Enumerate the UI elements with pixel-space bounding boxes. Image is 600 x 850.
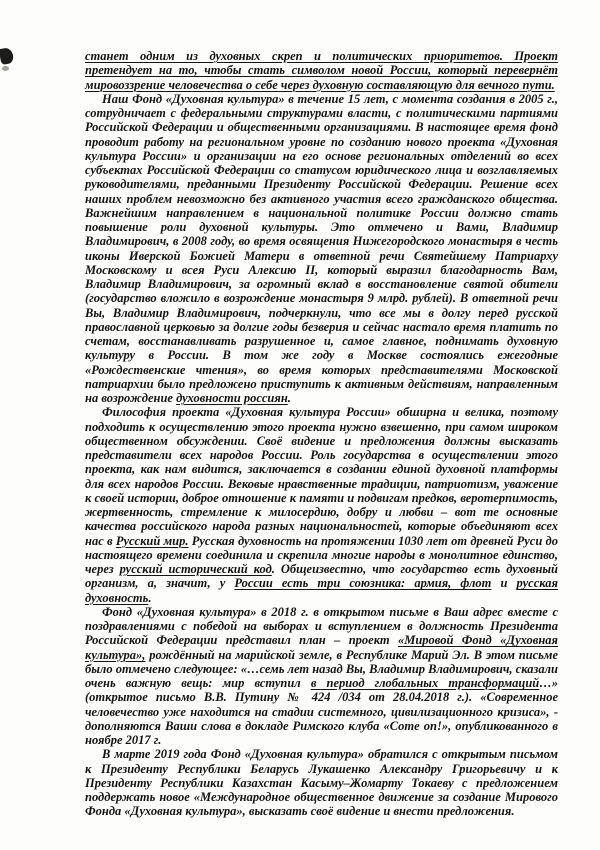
text-run: Наш Фонд «Духовная культура» в течение 15 лет, с момента создания в 2005 г., сотрудничает с федеральными структурами власти, с политическими партиями Российской Федерации и общественными организациями. В настоящее время фонд проводит работу на региональном уровне по созданию нового проекта «Духовная культура России» и организации на его основе региональных отделений во всех субъектах Российской Федерации со статусом юридического лица и возглавляемых руководителями, преданными Президенту Российской Федерации. Решение всех наших проблем невозможно без активного участия всего гражданского общества. Важнейшим направлением в национальной политике России должно стать повышение роли духовной культуры. Это отмечено и Вами, Владимир Владимирович, в 2008 году, во время освящения Нижегородского монастыря в честь иконы Иверской Божией Матери в ответной речи Святейшему Патриарху Московскому и всея Руси Алексию II, который выразил благодарность Вам, Владимир Владимирович, за огромный вклад в восстановление святой обители (государство вложило в возрождение монастыря 9 млрд. рублей). В ответной речи Вы, Владимир Владимирович, подчеркнули, что все мы в долгу перед русской православной церковью за долгие годы безверия и сейчас настало время платить по счетам, восстанавливать разрушенное и, самое главное, поднимать духовную культуру в России. В том же году в Москве состоялись ежегодные «Рождественские чтения», во время которых представителями Московской патриархии было предложено приступить к активным действиям, направленным на возрождение — [85, 91, 558, 405]
text-run: В марте 2019 года Фонд «Духовная культура» обратился с открытым письмом к Президенту Республики Беларусь Лукашенко Александру Григорьевичу и к Президенту Республики Казахстан Касыму–Жомарту Токаеву с предложением поддержать новое «Международное общественное движение за создание Мирового Фонда «Духовная культура», высказать своё видение и внести предложения. — [85, 747, 558, 819]
underlined-text-run: русский исторический код — [119, 562, 272, 576]
underlined-text-run: «Мировой Фонд «Духовная культура», — [85, 633, 559, 662]
text-run: рождённый на марийской земле, в Республике Марий Эл. В этом письме было отмечено следующее: «…семь лет назад Вы, Владимир Владимирович, сказали очень важную вещь: мир вступил — [85, 647, 558, 690]
text-run: Фонд «Духовная культура» в 2018 г. в открытом письме в Ваш адрес вместе с поздравлениями с победой на выборах и вступлением в должность Президента Российской Федерации представил план – проект — [85, 604, 558, 648]
document-body — [85, 49, 558, 819]
underlined-text-run: России есть три союзника: армия, флот — [234, 576, 492, 591]
underlined-text-run: русская духовность — [85, 576, 558, 605]
underlined-text-run: в период глобальных трансформаций — [310, 676, 540, 690]
text-run: …» (открытое письмо В.В. Путину № 424 /034 от 28.04.2018 г.). «Современное человечество уже находится на стадии системного, цивилизационного кризиса», - дополняются Ваши слова в докладе Римского клуба «Come on!», опубликованного в ноябре 2017 г. — [85, 676, 558, 747]
underlined-text-run: станет одним из духовных скреп и политических приоритетов. Проект претендует на то, чтобы стать символом новой России, который перевернёт мировоззрение человечества о себе через духовную составляющую для вечного пути. — [85, 49, 558, 92]
underlined-text-run: Русский мир. — [115, 533, 189, 548]
scan-artifact-ink-blob — [0, 47, 14, 65]
text-run: . Общеизвестно, что государство есть духовный организм, а, значит, у — [85, 562, 559, 591]
text-run: . — [148, 590, 152, 605]
paragraph-fond-history — [85, 92, 558, 406]
underlined-text-run: духовности россиян — [176, 391, 288, 405]
paragraph-philosophy — [85, 405, 558, 605]
scan-artifact-smudge — [2, 66, 9, 71]
text-run: Философия проекта «Духовная культура России» обширна и велика, поэтому подходить к осуществлению этого проекта нужно взвешенно, при самом широком общественном обсуждении. Своё видение и предложения должны высказать представители всех народов России. Роль государства в осуществлении этого проекта, как нам видится, заключается в создании единой духовной платформы для всех народов России. Вековые нравственные традиции, патриотизм, уважение к своей истории, доброе отношение к памяти и подвигам предков, веротерпимость, жертвенность, стремление к милосердию, добру и любви – вот те основные качества российского народа разных национальностей, которые объединяют всех нас в — [85, 405, 558, 548]
text-run: . — [287, 391, 291, 405]
paragraph-letter-2019 — [85, 747, 558, 818]
text-run: Русская духовность на протяжении 1030 лет от древней Руси до настоящего времени соединила и скрепила многие народы в монолитное единство, через — [85, 533, 558, 576]
paragraph-letter-2018 — [85, 605, 558, 748]
text-run: и — [491, 576, 517, 591]
paragraph-continuation-underlined — [85, 49, 558, 92]
